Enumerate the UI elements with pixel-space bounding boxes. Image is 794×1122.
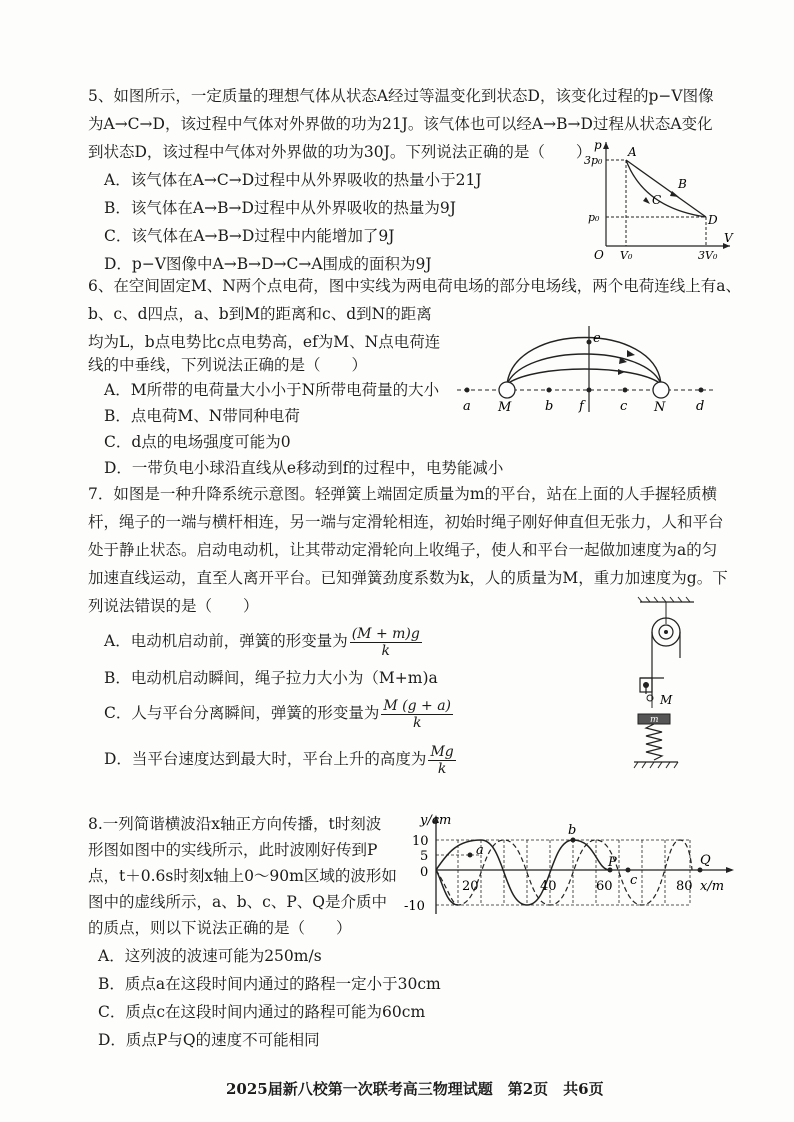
field-line-diagram: [455, 322, 717, 414]
q7-option-d-fraction: [428, 744, 455, 777]
pv-v-label: V: [724, 231, 733, 245]
q7-c-numerator: M (g + a): [383, 697, 452, 714]
q7-a-numerator: (M + m)g: [351, 625, 420, 642]
pv-diagram: [584, 138, 734, 260]
wave-diagram: [400, 810, 740, 920]
q5-option-c: C．该气体在A→B→D过程中内能增加了9J: [104, 227, 395, 245]
q7-option-b: B．电动机启动瞬间，绳子拉力大小为（M+m)a: [104, 669, 438, 687]
q7-line-4: 加速直线运动，直至人离开平台。已知弹簧劲度系数为k，人的质量为M，重力加速度为g。下: [88, 569, 728, 587]
q8-line-5: 的质点，则以下说法正确的是（ ）: [88, 919, 352, 937]
pv-c-label: C: [652, 193, 662, 207]
q7-line-2: 杆，绳子的一端与横杆相连，另一端与定滑轮相连，初始时绳子刚好伸直但无张力，人和平台: [88, 513, 724, 531]
q7-option-a-fraction: [350, 626, 422, 659]
q6-option-b: B．点电荷M、N带同种电荷: [104, 407, 300, 425]
person-mass-label: M: [660, 693, 673, 707]
q7-option-a-text: A．电动机启动前，弹簧的形变量为: [104, 632, 348, 650]
pv-p-label: p: [594, 138, 602, 152]
q7-line-3: 处于静止状态。启动电动机，让其带动定滑轮向上收绳子，使人和平台一起做加速度为a的匀: [88, 541, 718, 559]
charge-m-label: M: [498, 400, 512, 414]
wave-point-a-label: a: [476, 843, 484, 858]
wave-x-tick-60: 60: [596, 879, 613, 894]
wave-x-tick-40: 40: [540, 879, 557, 894]
q7-a-denominator: k: [381, 642, 391, 659]
page-footer: 2025届新八校第一次联考高三物理试题 第2页 共6页: [226, 1080, 604, 1098]
q7-option-a: [104, 624, 424, 659]
pv-3v0-label: 3V₀: [698, 249, 718, 260]
q7-option-c-fraction: [381, 698, 453, 731]
charge-n-label: N: [654, 400, 666, 414]
q7-option-c-text: C．人与平台分离瞬间，弹簧的形变量为: [104, 704, 380, 722]
wave-y-axis-label: y/cm: [420, 813, 452, 828]
q6-option-c: C．d点的电场强度可能为0: [104, 433, 291, 451]
pv-origin-label: O: [594, 248, 604, 260]
q7-d-denominator: k: [437, 760, 447, 777]
q7-option-d: [104, 742, 458, 777]
wave-y-tick-5: 5: [420, 849, 429, 864]
wave-point-q-label: Q: [700, 853, 711, 868]
q5-option-b: B．该气体在A→B→D过程中从外界吸收的热量为9J: [104, 199, 456, 217]
wave-x-axis-label: x/m: [700, 879, 725, 894]
point-d-label: d: [696, 399, 705, 414]
q7-d-numerator: Mg: [430, 743, 454, 760]
q6-option-a: A．M所带的电荷量大小小于N所带电荷量的大小: [104, 381, 440, 399]
q8-line-2: 形图如图中的实线所示，此时波刚好传到P: [88, 841, 378, 859]
q5-line-3: 到状态D，该过程中气体对外界做的功为30J。下列说法正确的是（ ）: [88, 143, 592, 161]
q8-line-4: 图中的虚线所示，a、b、c、P、Q是介质中: [88, 893, 387, 911]
q6-line-1: 6、在空间固定M、N两个点电荷，图中实线为两电荷电场的部分电场线，两个电荷连线上有a、: [88, 277, 742, 295]
pv-3p0-label: 3p₀: [584, 154, 603, 167]
platform-mass-label: m: [650, 715, 659, 725]
q7-option-d-text: D．当平台速度达到最大时，平台上升的高度为: [104, 750, 427, 768]
q6-line-2: b、c、d四点，a、b到M的距离和c、d到N的距离: [88, 305, 432, 323]
q6-option-d: D．一带负电小球沿直线从e移动到f的过程中，电势能减小: [104, 459, 504, 477]
wave-y-tick-neg10: -10: [404, 899, 425, 914]
q5-line-1: 5、如图所示，一定质量的理想气体从状态A经过等温变化到状态D，该变化过程的p−V图像: [88, 87, 714, 105]
lift-system-diagram: [626, 596, 706, 774]
q8-option-a: A．这列波的波速可能为250m/s: [98, 947, 322, 965]
q7-line-1: 7．如图是一种升降系统示意图。轻弹簧上端固定质量为m的平台，站在上面的人手握轻质横: [88, 485, 718, 503]
q8-option-b: B．质点a在这段时间内通过的路程一定小于30cm: [98, 975, 441, 993]
q8-option-d: D．质点P与Q的速度不可能相同: [98, 1031, 320, 1049]
wave-x-tick-80: 80: [676, 879, 693, 894]
wave-point-c-label: c: [630, 873, 638, 888]
q7-line-5: 列说法错误的是（ ）: [88, 597, 259, 615]
q7-c-denominator: k: [412, 714, 422, 731]
pv-v0-label: V₀: [620, 249, 633, 260]
q8-line-3: 点，t＋0.6s时刻x轴上0～90m区域的波形如: [88, 867, 397, 885]
wave-x-tick-20: 20: [462, 879, 479, 894]
q8-option-c: C．质点c在这段时间内通过的路程可能为60cm: [98, 1003, 426, 1021]
q8-line-1: 8.一列简谐横波沿x轴正方向传播，t时刻波: [88, 815, 382, 833]
wave-y-tick-10: 10: [412, 834, 429, 849]
point-f-label: f: [579, 399, 584, 414]
pv-b-label: B: [678, 177, 687, 191]
q5-option-a: A．该气体在A→C→D过程中从外界吸收的热量小于21J: [104, 171, 482, 189]
q5-option-d: D．p−V图像中A→B→D→C→A围成的面积为9J: [104, 255, 432, 273]
point-c-label: c: [620, 399, 628, 414]
wave-y-tick-0: 0: [420, 865, 429, 880]
q6-line-3: 均为L，b点电势比c点电势高，ef为M、N点电荷连: [88, 333, 441, 351]
point-a-label: a: [463, 399, 471, 414]
pv-d-label: D: [708, 213, 718, 227]
pv-p0-label: p₀: [588, 211, 600, 224]
q7-option-c: [104, 696, 455, 731]
wave-point-p-label: P: [608, 855, 617, 870]
q6-line-4: 线的中垂线，下列说法正确的是（ ）: [88, 356, 368, 374]
q5-line-2: 为A→C→D，该过程中气体对外界做的功为21J。该气体也可以经A→B→D过程从状态A变化: [88, 115, 713, 133]
point-e-label: e: [593, 331, 601, 346]
wave-point-b-label: b: [568, 823, 577, 838]
point-b-label: b: [545, 399, 554, 414]
pv-a-label: A: [628, 145, 637, 159]
